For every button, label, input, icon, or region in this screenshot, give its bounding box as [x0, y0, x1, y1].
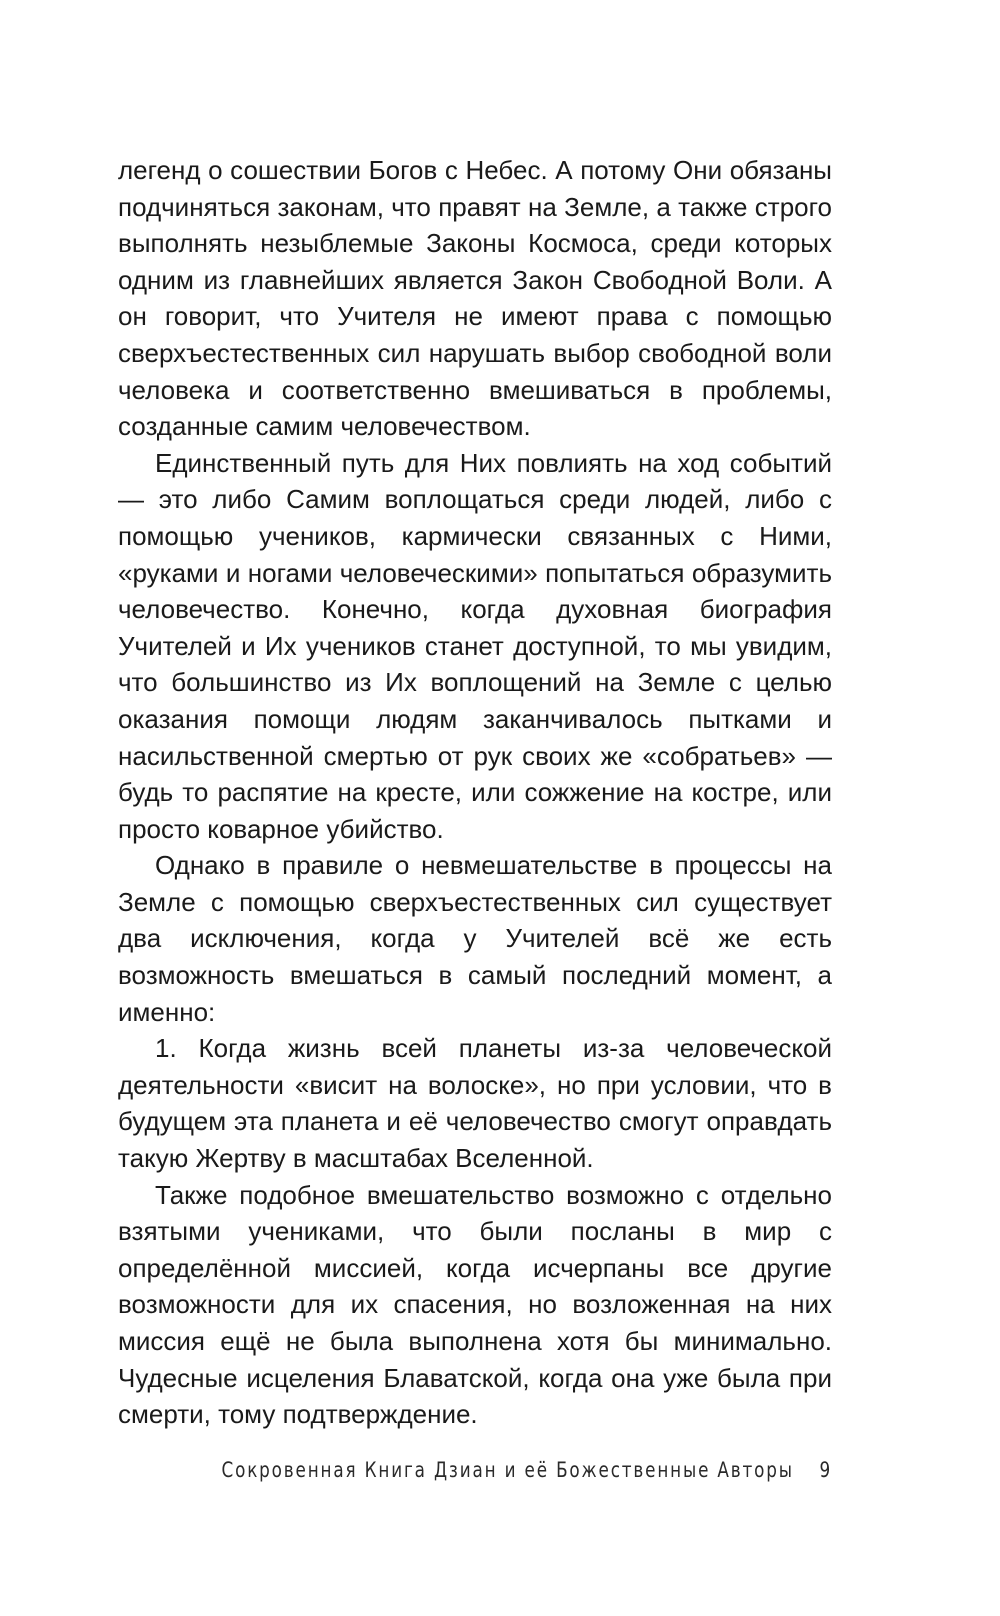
list-item: 1. Когда жизнь всей планеты из-за человеческой деятельности «висит на волоске», но при условии, что в будущем эта планета и её человечество смогут оправдать такую Жертву в масштабах Вселенной.: [118, 1033, 832, 1174]
page-footer: [221, 1458, 832, 1482]
paragraph: Также подобное вмешательство возможно с отдельно взятыми учениками, что были посланы в мир с определённой миссией, когда исчерпаны все другие возможности для их спасения, но возложенная на них миссия ещё не была выполнена хотя бы минимально. Чудесные исцеления Блаватской, когда она уже была при смерти, тому подтверждение.: [118, 1179, 832, 1430]
paragraph: Единственный путь для Них повлиять на ход событий — это либо Самим воплощаться среди людей, либо с помощью учеников, кармически связанных с Ними, «руками и ногами человеческими» попытаться образумить человечество. Конечно, когда духовная биография Учителей и Их учеников станет доступной, то мы увидим, что большинство из Их воплощений на Земле с целью оказания помощи людям заканчивалось пытками и насильственной смертью от рук своих же «собратьев» — будь то распятие на кресте, или сожжение на костре, или просто коварное убийство.: [118, 447, 832, 844]
running-title: Сокровенная Книга Дзиан и её Божественные Авторы: [221, 1458, 794, 1482]
page-number: 9: [819, 1458, 832, 1482]
paragraph: легенд о сошествии Богов с Небес. А потому Они обязаны подчиняться законам, что правят на Земле, а также строго выполнять незыблемые Законы Космоса, среди которых одним из главнейших является Закон Свободной Воли. А он говорит, что Учителя не имеют права с помощью сверхъестественных сил нарушать выбор свободной воли человека и соответственно вмешиваться в проблемы, созданные самим человечеством.: [118, 155, 832, 442]
body-text: [118, 152, 832, 1433]
paragraph: Однако в правиле о невмешательстве в процессы на Земле с помощью сверхъестественных сил существует два исключения, когда у Учителей всё же есть возможность вмешаться в самый последний момент, а именно:: [118, 850, 832, 1027]
